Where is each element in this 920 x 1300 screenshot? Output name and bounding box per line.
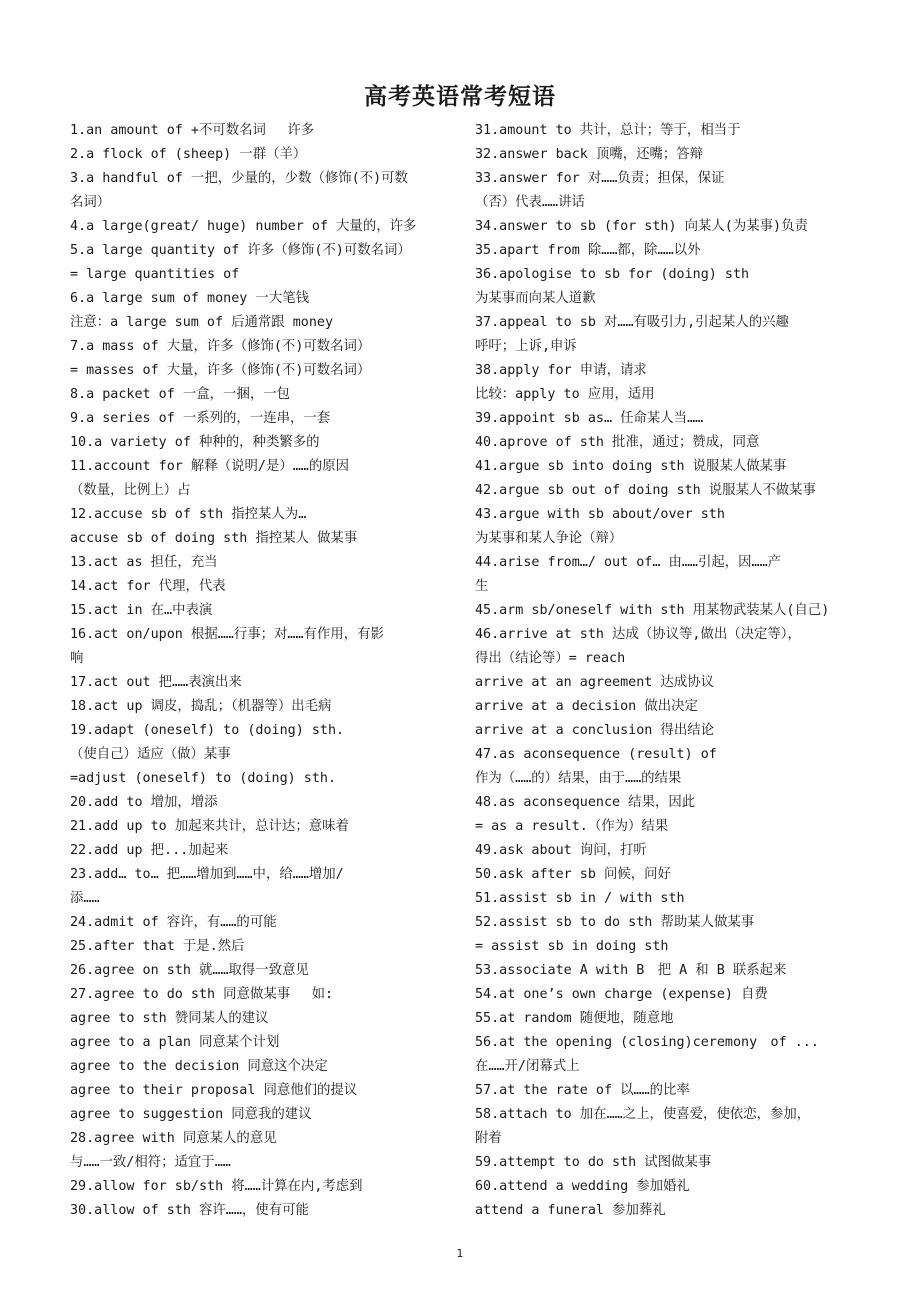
phrase-line: 响 bbox=[70, 651, 84, 666]
phrase-line: 39.appoint sb as… 任命某人当…… bbox=[475, 411, 704, 426]
phrase-line: 51.assist sb in / with sth bbox=[475, 891, 685, 906]
phrase-line: 42.argue sb out of doing sth 说服某人不做某事 bbox=[475, 483, 816, 498]
phrase-line: 11.account for 解释（说明/是）……的原因 bbox=[70, 459, 350, 474]
phrase-line: 18.act up 调皮，捣乱；（机器等）出毛病 bbox=[70, 699, 332, 714]
phrase-line: 添…… bbox=[70, 891, 100, 906]
phrase-line: 注意：a large sum of 后通常跟 money bbox=[70, 315, 334, 330]
phrase-line: arrive at a decision 做出决定 bbox=[475, 699, 698, 714]
phrase-line: 与……一致/相符；适宜于…… bbox=[70, 1155, 231, 1170]
phrase-line: 32.answer back 顶嘴，还嘴；答辩 bbox=[475, 147, 704, 162]
phrase-line: 6.a large sum of money 一大笔钱 bbox=[70, 291, 309, 306]
phrase-line: = assist sb in doing sth bbox=[475, 939, 669, 954]
phrase-line: attend a funeral 参加葬礼 bbox=[475, 1203, 666, 1218]
phrase-line: 作为（……的）结果，由于……的结果 bbox=[475, 771, 682, 786]
phrase-line: =adjust (oneself) to (doing) sth. bbox=[70, 771, 337, 786]
phrase-line: 57.at the rate of 以……的比率 bbox=[475, 1083, 690, 1098]
phrase-line: 58.attach to 加在……之上，使喜爱，使依恋，参加， bbox=[475, 1107, 811, 1122]
phrase-line: accuse sb of doing sth 指控某人 做某事 bbox=[70, 531, 358, 546]
phrase-line: 呼吁；上诉,申诉 bbox=[475, 339, 577, 354]
phrase-line: （使自己）适应（做）某事 bbox=[70, 747, 231, 762]
phrase-line: 56.at the opening (closing)ceremony of ... bbox=[475, 1035, 819, 1050]
phrase-line: 12.accuse sb of sth 指控某人为… bbox=[70, 507, 307, 522]
phrase-line: 20.add to 增加，增添 bbox=[70, 795, 218, 810]
phrase-line: 5.a large quantity of 许多（修饰(不)可数名词） bbox=[70, 243, 411, 258]
phrase-line: 36.apologise to sb for (doing) sth bbox=[475, 267, 750, 282]
phrase-line: arrive at a conclusion 得出结论 bbox=[475, 723, 714, 738]
phrase-line: agree to a plan 同意某个计划 bbox=[70, 1035, 280, 1050]
phrase-line: 2.a flock of (sheep) 一群（羊） bbox=[70, 147, 307, 162]
phrase-line: 26.agree on sth 就……取得一致意见 bbox=[70, 963, 309, 978]
phrase-line: 比较：apply to 应用，适用 bbox=[475, 387, 655, 402]
phrase-line: 52.assist sb to do sth 帮助某人做某事 bbox=[475, 915, 755, 930]
phrase-line: 35.apart from 除……都，除……以外 bbox=[475, 243, 701, 258]
phrase-line: 24.admit of 容许，有……的可能 bbox=[70, 915, 277, 930]
phrase-line: 33.answer for 对……负责；担保，保证 bbox=[475, 171, 725, 186]
phrase-line: 37.appeal to sb 对……有吸引力,引起某人的兴趣 bbox=[475, 315, 789, 330]
phrase-line: 50.ask after sb 问候，问好 bbox=[475, 867, 671, 882]
phrase-line: 45.arm sb/oneself with sth 用某物武装某人(自己) bbox=[475, 603, 830, 618]
right-column bbox=[475, 119, 855, 1223]
phrase-line: 48.as aconsequence 结果，因此 bbox=[475, 795, 696, 810]
phrase-line: （否）代表……讲话 bbox=[475, 195, 585, 210]
phrase-line: 16.act on/upon 根据……行事；对……有作用，有影 bbox=[70, 627, 384, 642]
phrase-line: 为某事而向某人道歉 bbox=[475, 291, 596, 306]
phrase-line: 60.attend a wedding 参加婚礼 bbox=[475, 1179, 690, 1194]
phrase-line: 30.allow of sth 容许……，使有可能 bbox=[70, 1203, 309, 1218]
phrase-line: 名词） bbox=[70, 195, 111, 210]
phrase-line: agree to the decision 同意这个决定 bbox=[70, 1059, 328, 1074]
phrase-line: 31.amount to 共计，总计；等于，相当于 bbox=[475, 123, 741, 138]
phrase-line: 22.add up 把...加起来 bbox=[70, 843, 229, 858]
phrase-line: 44.arise from…/ out of… 由……引起，因……产 bbox=[475, 555, 782, 570]
phrase-line: 38.apply for 申请，请求 bbox=[475, 363, 647, 378]
phrase-line: 47.as aconsequence (result) of bbox=[475, 747, 717, 762]
phrase-line: = as a result.（作为）结果 bbox=[475, 819, 669, 834]
phrase-line: 53.associate A with B 把 A 和 B 联系起来 bbox=[475, 963, 787, 978]
phrase-line: 为某事和某人争论（辩） bbox=[475, 531, 623, 546]
phrase-line: 4.a large(great/ huge) number of 大量的，许多 bbox=[70, 219, 417, 234]
phrase-line: 55.at random 随便地，随意地 bbox=[475, 1011, 674, 1026]
phrase-line: 13.act as 担任，充当 bbox=[70, 555, 218, 570]
phrase-line: 25.after that 于是.然后 bbox=[70, 939, 245, 954]
phrase-line: 23.add… to… 把……增加到……中，给……增加/ bbox=[70, 867, 344, 882]
phrase-line: 40.aprove of sth 批准，通过；赞成，同意 bbox=[475, 435, 760, 450]
phrase-line: 14.act for 代理，代表 bbox=[70, 579, 226, 594]
phrase-line: 8.a packet of 一盒，一捆，一包 bbox=[70, 387, 290, 402]
phrase-line: 7.a mass of 大量，许多（修饰(不)可数名词） bbox=[70, 339, 371, 354]
phrase-line: 10.a variety of 种种的，种类繁多的 bbox=[70, 435, 320, 450]
phrase-line: agree to sth 赞同某人的建议 bbox=[70, 1011, 269, 1026]
phrase-line: 46.arrive at sth 达成（协议等,做出（决定等）， bbox=[475, 627, 801, 642]
phrase-line: arrive at an agreement 达成协议 bbox=[475, 675, 714, 690]
page-title: 高考英语常考短语 bbox=[364, 84, 556, 110]
phrase-line: 3.a handful of 一把，少量的，少数（修饰(不)可数 bbox=[70, 171, 408, 186]
phrase-line: agree to suggestion 同意我的建议 bbox=[70, 1107, 312, 1122]
left-column bbox=[70, 119, 450, 1223]
phrase-line: 29.allow for sb/sth 将……计算在内,考虑到 bbox=[70, 1179, 363, 1194]
phrase-line: （数量，比例上）占 bbox=[70, 483, 191, 498]
phrase-line: 54.at one’s own charge (expense) 自费 bbox=[475, 987, 768, 1002]
phrase-line: 19.adapt (oneself) to (doing) sth. bbox=[70, 723, 345, 738]
phrase-line: 生 bbox=[475, 579, 489, 594]
phrase-line: 15.act in 在…中表演 bbox=[70, 603, 213, 618]
phrase-line: 附着 bbox=[475, 1131, 502, 1146]
phrase-line: 17.act out 把……表演出来 bbox=[70, 675, 242, 690]
phrase-line: 27.agree to do sth 同意做某事 如: bbox=[70, 987, 334, 1002]
phrase-line: 21.add up to 加起来共计，总计达；意味着 bbox=[70, 819, 349, 834]
phrase-line: 49.ask about 询问，打听 bbox=[475, 843, 647, 858]
phrase-line: = large quantities of bbox=[70, 267, 240, 282]
phrase-line: 34.answer to sb (for sth) 向某人(为某事)负责 bbox=[475, 219, 808, 234]
phrase-line: 得出（结论等）= reach bbox=[475, 651, 626, 666]
phrase-line: agree to their proposal 同意他们的提议 bbox=[70, 1083, 358, 1098]
phrase-line: 28.agree with 同意某人的意见 bbox=[70, 1131, 277, 1146]
phrase-line: 9.a series of 一系列的，一连串，一套 bbox=[70, 411, 331, 426]
phrase-line: 1.an amount of +不可数名词 许多 bbox=[70, 123, 315, 138]
phrase-line: 在……开/闭幕式上 bbox=[475, 1059, 580, 1074]
page-number: 1 bbox=[456, 1247, 464, 1260]
phrase-line: 59.attempt to do sth 试图做某事 bbox=[475, 1155, 712, 1170]
phrase-line: 41.argue sb into doing sth 说服某人做某事 bbox=[475, 459, 787, 474]
phrase-line: = masses of 大量，许多（修饰(不)可数名词） bbox=[70, 363, 371, 378]
phrase-line: 43.argue with sb about/over sth bbox=[475, 507, 725, 522]
